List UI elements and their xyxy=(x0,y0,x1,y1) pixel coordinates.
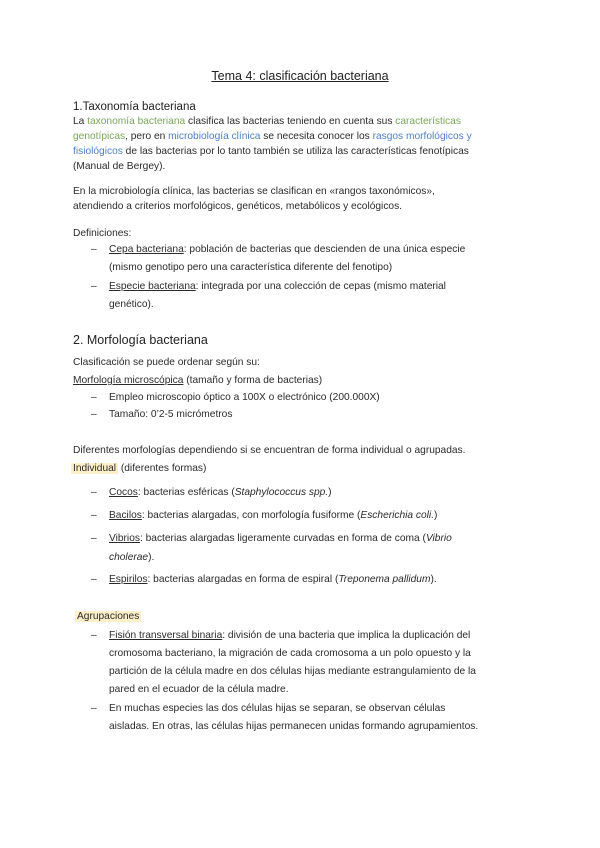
item-vibrios-line2: cholerae). xyxy=(109,552,155,563)
item-fision: Fisión transversal binaria: división de una bacteria que implica la duplicación del xyxy=(109,630,471,641)
individual-line: Individual (diferentes formas) xyxy=(73,463,207,474)
para1-line1: La taxonomía bacteriana clasifica las bacterias teniendo en cuenta sus características xyxy=(73,116,461,127)
def-cepa: Cepa bacteriana: población de bacterias que descienden de una única especie xyxy=(109,244,466,255)
bullet-dash: – xyxy=(91,510,97,521)
agrupaciones-line xyxy=(75,610,141,624)
definitions-label: Definiciones: xyxy=(73,228,132,239)
bullet-dash: – xyxy=(91,487,97,498)
morfologia-microscopica: Morfología microscópica (tamaño y forma de bacterias) xyxy=(73,375,323,386)
para1-line4: (Manual de Bergey). xyxy=(73,161,166,172)
para1-line2: genotípicas, pero en microbiología clínica se necesita conocer los rasgos morfológicos y xyxy=(73,131,472,142)
micro-item-1: Empleo microscopio óptico a 100X o electrónico (200.000X) xyxy=(109,392,380,403)
bullet-dash: – xyxy=(91,392,97,403)
bullet-dash: – xyxy=(91,703,97,714)
bullet-dash: – xyxy=(91,281,97,292)
para2-line1: En la microbiología clínica, las bacterias se clasifican en «rangos taxonómicos», xyxy=(73,186,435,197)
item-bacilos: Bacilos: bacterias alargadas, con morfología fusiforme (Escherichia coli.) xyxy=(109,510,438,521)
para2-line2: atendiendo a criterios morfológicos, genéticos, metabólicos y ecológicos. xyxy=(73,201,403,212)
section2-intro: Clasificación se puede ordenar según su: xyxy=(73,357,260,368)
item-especies-line2: aisladas. En otras, las células hijas permanecen unidas formando agrupamientos. xyxy=(109,721,479,732)
def-especie: Especie bacteriana: integrada por una colección de cepas (mismo material xyxy=(109,281,446,292)
bullet-dash: – xyxy=(91,630,97,641)
item-cocos: Cocos: bacterias esféricas (Staphylococcus spp.) xyxy=(109,487,332,498)
para1-line3: fisiológicos de las bacterias por lo tanto también se utiliza las características fenotípicas xyxy=(73,146,469,157)
item-fision-line2: cromosoma bacteriano, la migración de cada cromosoma a un polo opuesto y la xyxy=(109,648,471,659)
highlight-taxonomia: taxonomía bacteriana xyxy=(87,116,186,127)
def-cepa-line2: (mismo genotipo pero una característica diferente del fenotipo) xyxy=(109,262,393,273)
item-fision-line3: partición de la célula madre en dos células hijas mediante estrangulamiento de la xyxy=(109,666,476,677)
agrupaciones-highlight: Agrupaciones xyxy=(77,611,140,622)
item-espirilos: Espirilos: bacterias alargadas en forma de espiral (Treponema pallidum). xyxy=(109,574,437,585)
item-vibrios: Vibrios: bacterias alargadas ligeramente curvadas en forma de coma (Vibrio xyxy=(109,533,452,544)
section-2-heading: 2. Morfología bacteriana xyxy=(73,333,208,347)
item-fision-line4: pared en el ecuador de la célula madre. xyxy=(109,684,289,695)
individual-highlight: Individual xyxy=(73,463,117,474)
page-title: Tema 4: clasificación bacteriana xyxy=(211,69,389,83)
bullet-dash: – xyxy=(91,574,97,585)
bullet-dash: – xyxy=(91,409,97,420)
diferentes-morfologias: Diferentes morfologías dependiendo si se encuentran de forma individual o agrupadas. xyxy=(73,445,466,456)
item-especies: En muchas especies las dos células hijas se separan, se observan células xyxy=(109,703,446,714)
bullet-dash: – xyxy=(91,244,97,255)
micro-item-2: Tamaño: 0’2-5 micrómetros xyxy=(109,409,233,420)
bullet-dash: – xyxy=(91,533,97,544)
def-especie-line2: genético). xyxy=(109,299,154,310)
section-1-heading: 1.Taxonomía bacteriana xyxy=(73,101,196,113)
